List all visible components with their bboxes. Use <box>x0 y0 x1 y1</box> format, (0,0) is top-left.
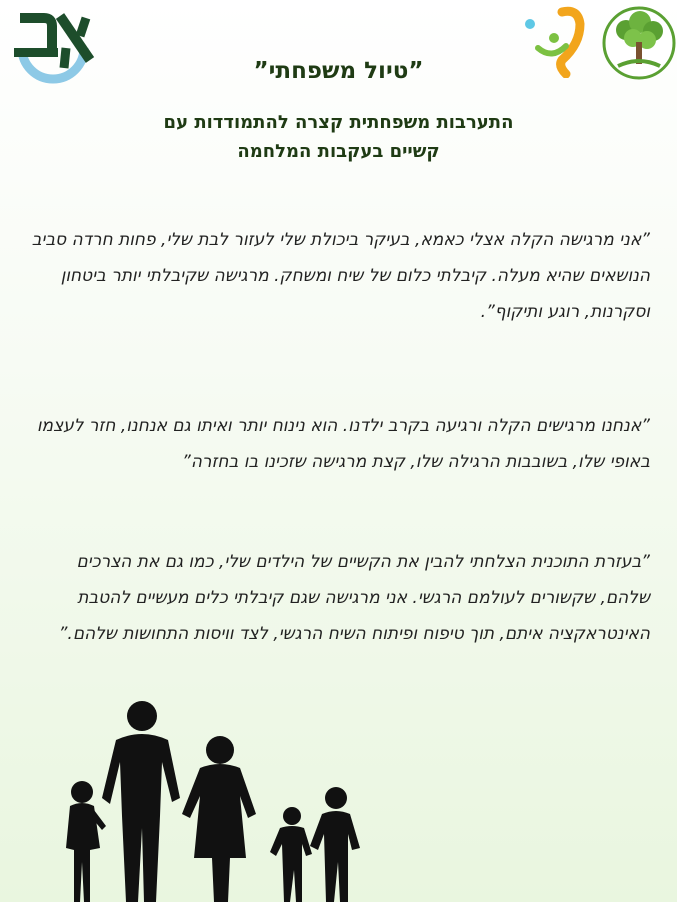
testimonial-quote-2: ”אנחנו מרגישים הקלה ורגיעה בקרב ילדנו. הוא נינוח יותר ואיתו גם אנחנו, חזר לעצמו באופי שלו, בשובבות הרגילה שלו, קצת מרגישה שזכינו בו בחזרה” <box>36 416 650 472</box>
page-title: ”טיול משפחתי” <box>253 58 424 84</box>
subtitle-line-2: קשיים בעקבות המלחמה <box>237 141 440 162</box>
page-subtitle <box>0 108 677 166</box>
testimonial-quote-1: ”אני מרגישה הקלה אצלי כאמא, בעיקר ביכולת שלי לעזור לבת שלי, פחות חרדה סביב הנושאים שהיא מעלה. קיבלתי כלום של שיח ומשחק. מרגישה שקיבלתי יותר ביטחון וסקרנות, רוגע ותיקוף”. <box>31 230 650 322</box>
family-silhouette-image <box>60 698 380 902</box>
testimonial-quote-3: ”בעזרת התוכנית הצלחתי להבין את הקשיים של הילדים שלי, כמו גם את הצרכים שלהם, שקשורים לעולמם הרגשי. אני מרגישה שגם קיבלתי כלים מעשיים להטבת האינטראקציה איתם, תוך טיפוח ופיתוח השיח הרגשי, לצד וויסות התחושות שלהם.” <box>58 552 650 644</box>
subtitle-line-1: התערבות משפחתית קצרה להתמודדות עם <box>163 112 514 133</box>
